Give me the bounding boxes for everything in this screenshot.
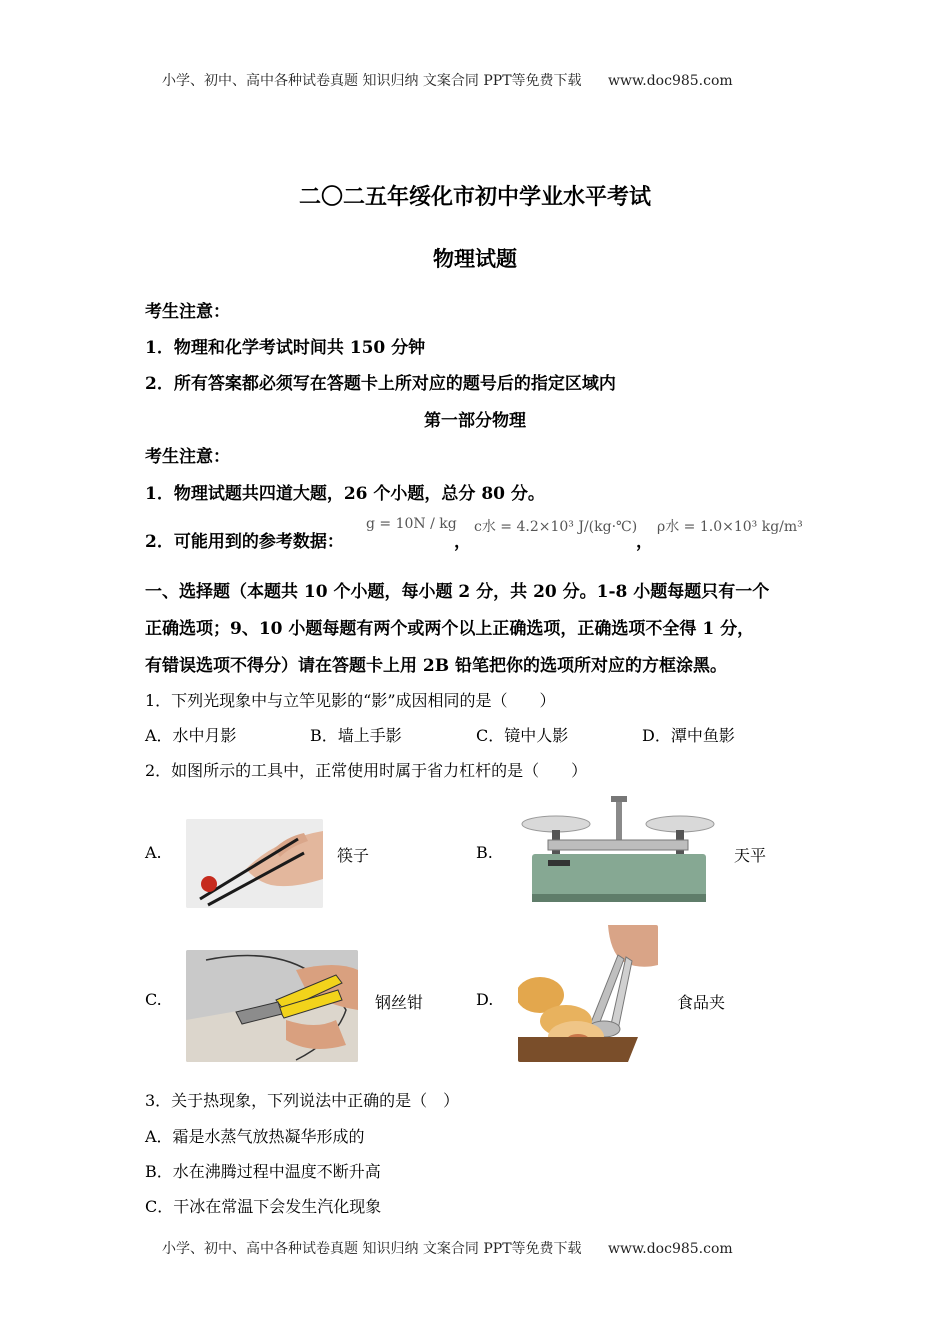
exam-title: 二〇二五年绥化市初中学业水平考试 — [298, 184, 651, 210]
food-tongs-image — [518, 925, 658, 1062]
separator: ， — [454, 532, 471, 552]
option-letter: B. — [476, 843, 493, 862]
exam-subtitle: 物理试题 — [433, 246, 517, 271]
option: A．霜是水蒸气放热凝华形成的 — [145, 1127, 365, 1146]
formula-g: g = 10N / kg — [366, 516, 457, 532]
formula-c: c水 = 4.2×10³ J/(kg·℃) — [474, 519, 638, 535]
footer-url: www.doc985.com — [607, 1241, 733, 1257]
option-caption: 筷子 — [337, 846, 370, 865]
section-instructions: 有错误选项不得分）请在答题卡上用 2B 铅笔把你的选项所对应的方框涂黑。 — [145, 656, 728, 676]
question-stem: 3．关于热现象，下列说法中正确的是（ ） — [145, 1091, 460, 1110]
option-letter: C. — [145, 990, 162, 1009]
part-title: 第一部分物理 — [424, 411, 526, 431]
section-instructions: 一、选择题（本题共 10 个小题，每小题 2 分，共 20 分。1-8 小题每题只有一个 — [145, 582, 770, 602]
option: C．干冰在常温下会发生汽化现象 — [145, 1197, 382, 1216]
formula-rho: ρ水 = 1.0×10³ kg/m³ — [657, 519, 803, 535]
option: B．水在沸腾过程中温度不断升高 — [145, 1162, 381, 1181]
notice-item: 1．物理试题共四道大题，26 个小题，总分 80 分。 — [145, 484, 545, 504]
header-url: www.doc985.com — [607, 73, 733, 89]
balance-image — [518, 794, 720, 906]
page-footer — [162, 1238, 733, 1258]
separator: ， — [636, 532, 653, 552]
option-letter: A. — [145, 843, 162, 862]
option-caption: 天平 — [734, 846, 767, 865]
option: C．镜中人影 — [476, 726, 569, 745]
option-caption: 钢丝钳 — [375, 993, 424, 1012]
notice-heading: 考生注意： — [145, 447, 230, 467]
header-text: 小学、初中、高中各种试卷真题 知识归纳 文案合同 PPT等免费下载 — [162, 73, 582, 89]
pliers-image — [186, 950, 358, 1062]
option: D．潭中鱼影 — [642, 726, 735, 745]
question-stem: 2．如图所示的工具中，正常使用时属于省力杠杆的是（ ） — [145, 761, 588, 780]
notice-heading: 考生注意： — [145, 302, 230, 322]
notice-item: 2．所有答案都必须写在答题卡上所对应的题号后的指定区域内 — [145, 374, 616, 394]
notice-item: 2．可能用到的参考数据： — [145, 532, 344, 552]
chopsticks-image — [186, 819, 323, 908]
notice-item: 1．物理和化学考试时间共 150 分钟 — [145, 338, 426, 358]
question-stem: 1．下列光现象中与立竿见影的“影”成因相同的是（ ） — [145, 691, 556, 710]
option-letter: D. — [476, 990, 494, 1009]
option: B．墙上手影 — [310, 726, 402, 745]
option-caption: 食品夹 — [677, 993, 726, 1012]
page-header — [162, 70, 733, 90]
section-instructions: 正确选项；9、10 小题每题有两个或两个以上正确选项，正确选项不全得 1 分， — [145, 619, 755, 639]
option: A．水中月影 — [145, 726, 237, 745]
footer-text: 小学、初中、高中各种试卷真题 知识归纳 文案合同 PPT等免费下载 — [162, 1241, 582, 1257]
